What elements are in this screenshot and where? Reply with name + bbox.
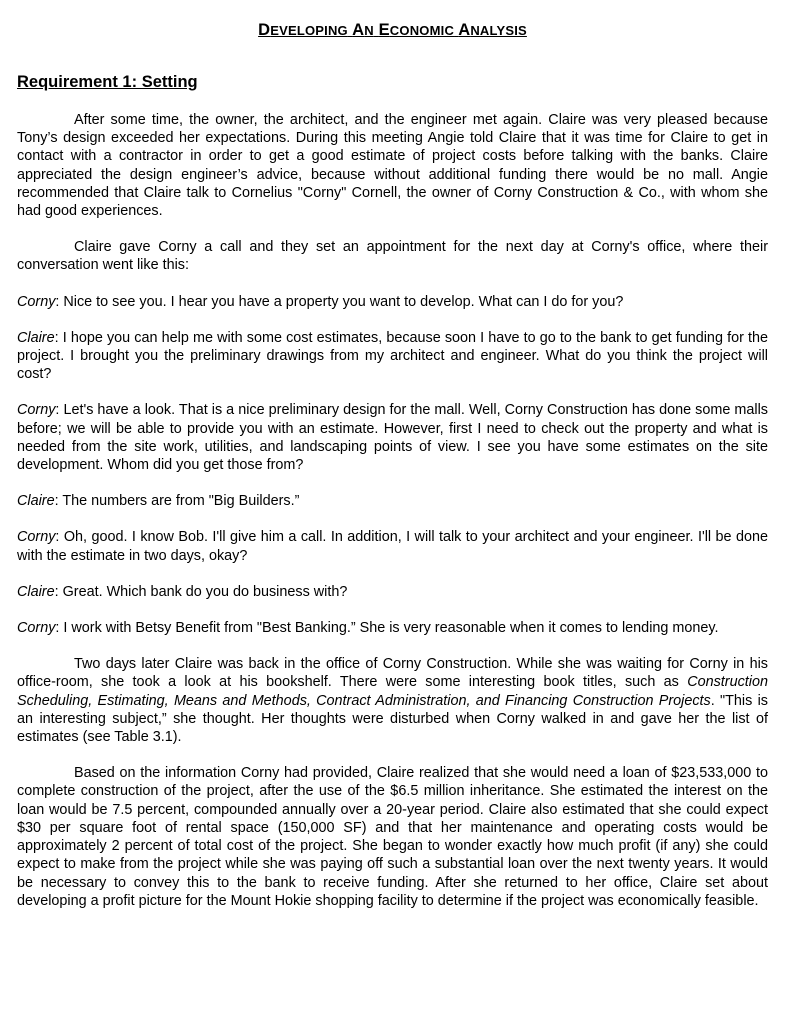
dialogue-speaker: Claire bbox=[17, 493, 55, 510]
dialogue-text: The numbers are from "Big Builders.” bbox=[62, 493, 300, 510]
dialogue-speaker: Corny bbox=[17, 620, 56, 637]
dialogue-text: I hope you can help me with some cost estimates, because soon I have to go to the bank to get funding for the project. I brought you the preliminary drawings from my architect and engineer. What do you think the project will cost? bbox=[17, 329, 768, 383]
dialogue-line: Corny: Let's have a look. That is a nice preliminary design for the mall. Well, Corny Construction has done some malls before; we will be able to provide you with an estimate. However, first I need to check out the property and what is needed from the site work, utilities, and landscaping points of view. I see you have some estimates on the site development. Whom did you get those from? bbox=[17, 402, 768, 474]
book-titles: Construction Scheduling, Estimating, Means and Methods, Contract Administration, and Financing Construction Projects bbox=[17, 674, 768, 709]
dialogue-speaker: Corny bbox=[17, 529, 56, 546]
requirement-heading: Requirement 1: Setting bbox=[17, 73, 198, 91]
dialogue-line: Claire: Great. Which bank do you do business with? bbox=[17, 583, 348, 600]
dialogue-line: Claire: I hope you can help me with some cost estimates, because soon I have to go to the bank to get funding for the project. I brought you the preliminary drawings from my architect and engineer. What do you think the project will cost? bbox=[17, 329, 768, 383]
paragraph-call: Claire gave Corny a call and they set an appointment for the next day at Corny's office, where their conversation went like this: bbox=[17, 239, 768, 274]
dialogue-speaker: Claire bbox=[17, 583, 55, 600]
dialogue-line: Corny: I work with Betsy Benefit from "Best Banking.” She is very reasonable when it comes to lending money. bbox=[17, 620, 719, 637]
dialogue-line: Corny: Nice to see you. I hear you have a property you want to develop. What can I do for you? bbox=[17, 293, 624, 310]
dialogue-text: Nice to see you. I hear you have a property you want to develop. What can I do for you? bbox=[63, 293, 624, 310]
paragraph-loan: Based on the information Corny had provided, Claire realized that she would need a loan of $23,533,000 to complete construction of the project, after the use of the $6.5 million inheritance. She estimated the interest on the loan would be 7.5 percent, compounded annually over a 20-year period. Claire also estimated that she could expect $30 per square foot of rental space (150,000 SF) and that her maintenance and operating costs would be approximately 2 percent of total cost of the project. She began to wonder exactly how much profit (if any) she could expect to make from the project while she was paying off such a substantial loan over the next twenty years. It would be necessary to convey this to the bank to receive funding. After she returned to her office, Claire set about developing a profit picture for the Mount Hokie shopping facility to determine if the project was economically feasible. bbox=[17, 765, 768, 909]
document-title: DEVELOPING AN ECONOMIC ANALYSIS bbox=[258, 21, 527, 39]
dialogue-text: I work with Betsy Benefit from "Best Banking.” She is very reasonable when it comes to lending money. bbox=[63, 620, 719, 637]
paragraph-intro: After some time, the owner, the architect, and the engineer met again. Claire was very pleased because Tony’s design exceeded her expectations. During this meeting Angie told Claire that it was time for Claire to get in contact with a contractor in order to get a good estimate of project costs before talking with the banks. Claire appreciated the design engineer’s advice, because without additional funding there would be no mall. Angie recommended that Claire talk to Cornelius "Corny" Cornell, the owner of Corny Construction & Co., with whom she had good experiences. bbox=[17, 112, 768, 220]
paragraph-bookshelf: Two days later Claire was back in the office of Corny Construction. While she was waiting for Corny in his office-room, she took a look at his bookshelf. There were some interesting book titles, such as Construction Scheduling, Estimating, Means and Methods, Contract Administration, and Financing Construction Projects. "This is an interesting subject,” she thought. Her thoughts were disturbed when Corny walked in and gave her the list of estimates (see Table 3.1). bbox=[17, 656, 768, 746]
dialogue-speaker: Corny bbox=[17, 402, 56, 419]
dialogue-text: Let's have a look. That is a nice preliminary design for the mall. Well, Corny Construction has done some malls before; we will be able to provide you with an estimate. However, first I need to check out the property and what is needed from the site work, utilities, and landscaping points of view. I see you have some estimates on the site development. Whom did you get those from? bbox=[17, 402, 768, 474]
document-page bbox=[17, 0, 768, 910]
dialogue-speaker: Claire bbox=[17, 329, 55, 346]
dialogue-speaker: Corny bbox=[17, 293, 56, 310]
dialogue-line: Corny: Oh, good. I know Bob. I'll give him a call. In addition, I will talk to your architect and your engineer. I'll be done with the estimate in two days, okay? bbox=[17, 529, 768, 564]
dialogue-text: Great. Which bank do you do business with? bbox=[62, 583, 348, 600]
dialogue-line: Claire: The numbers are from "Big Builders.” bbox=[17, 493, 300, 510]
dialogue-text: Oh, good. I know Bob. I'll give him a call. In addition, I will talk to your architect and your engineer. I'll be done with the estimate in two days, okay? bbox=[17, 529, 768, 564]
